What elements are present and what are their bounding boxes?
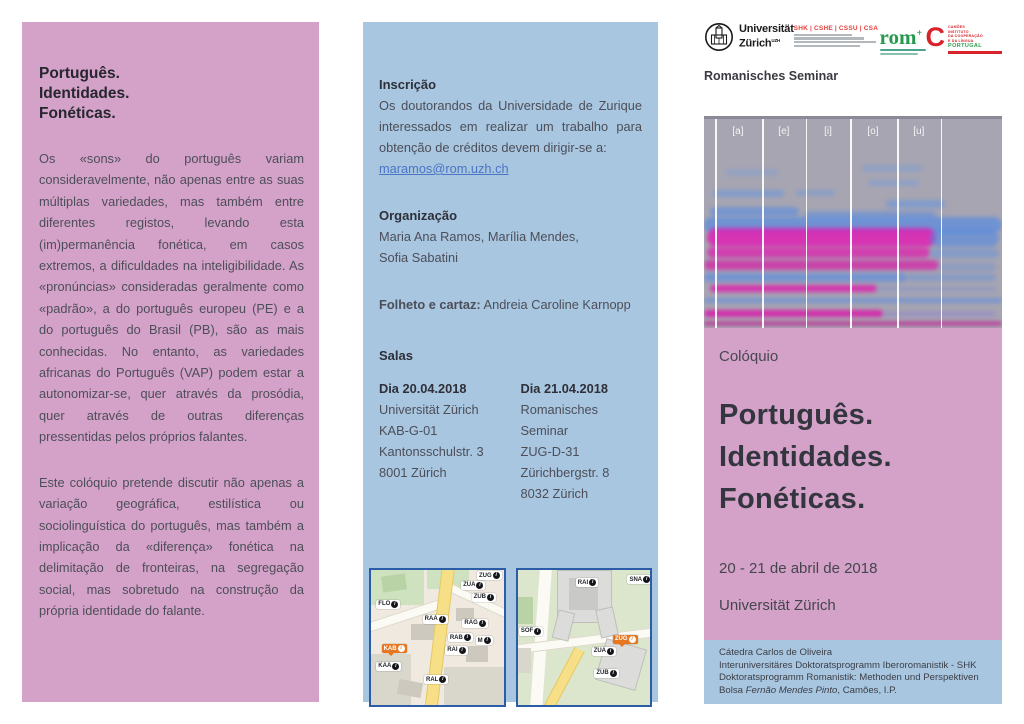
uzh-sup: UZH — [771, 38, 781, 44]
map-shape — [466, 646, 487, 662]
shk-logo-subline — [794, 34, 852, 36]
page-title-line1: Português. — [39, 65, 120, 82]
spectrogram-streak — [725, 169, 779, 176]
event-university: Universität Zürich — [719, 597, 836, 615]
map-marker-kaa: KAA i — [376, 662, 401, 671]
page-title — [39, 64, 304, 124]
uzh-seal-icon — [704, 22, 734, 52]
sala-column-day2 — [521, 378, 643, 504]
shk-logo-subline — [794, 37, 864, 39]
spectrogram-divider — [762, 119, 764, 328]
sala-line: Romanisches Seminar — [520, 402, 599, 438]
footer-line: Doktoratsprogramm Romanistik: Methoden und Perspektiven — [719, 672, 979, 684]
spectrogram-streak — [704, 298, 1002, 303]
bolsa-name: Fernão Mendes Pinto — [745, 684, 838, 696]
map-marker-flo: FLO i — [376, 600, 400, 609]
sala-line: Universität Zürich — [379, 402, 479, 417]
rom-logo-subline — [880, 53, 918, 55]
map-marker-rag: RAG i — [462, 619, 487, 628]
event-title-line1: Português. — [719, 399, 874, 432]
shk-logo-subline — [794, 41, 876, 43]
folheto-line — [379, 294, 642, 315]
footer-credits — [704, 640, 1002, 704]
map-marker-zug: ZUG i — [613, 635, 638, 644]
inscricao-text: Os doutorandos da Universidade de Zurique interessados em realizar um trabalho para obtenção de créditos devem dirigir-se a: — [379, 98, 642, 155]
map-marker-kab: KAB i — [382, 644, 407, 653]
map-marker-sna: SNA i — [627, 575, 652, 584]
uzh-line2: Zürich$^{UZH}$ — [739, 37, 781, 50]
camoes-line: CAMÕES — [948, 25, 965, 29]
map-marker-zug: ZUG i — [477, 571, 502, 580]
info-dot-icon: i — [398, 645, 405, 652]
map-marker-zua: ZUA i — [592, 647, 616, 656]
map-marker-rab: RAB i — [448, 633, 473, 642]
spectrogram-divider — [715, 119, 717, 328]
seminar-name: Romanisches Seminar — [704, 68, 839, 83]
info-dot-icon: i — [479, 620, 486, 627]
organizers-line1: Maria Ana Ramos, Marília Mendes, — [379, 229, 579, 244]
spectrogram-divider — [897, 119, 899, 328]
section-heading-organizacao: Organização — [379, 208, 458, 223]
info-dot-icon: i — [391, 601, 398, 608]
spectrogram-streak — [877, 286, 996, 291]
vowel-label: [u] — [913, 125, 925, 137]
spectrogram-streak — [704, 260, 939, 269]
spectrogram-divider — [850, 119, 852, 328]
panel-middle — [363, 22, 658, 702]
sala-day1: Dia 20.04.2018 — [379, 381, 467, 396]
folheto-value: Andreia Caroline Karnopp — [480, 297, 631, 312]
info-dot-icon: i — [534, 628, 541, 635]
uzh-line1: Universität — [739, 22, 794, 35]
spectrogram-streak — [886, 200, 946, 207]
spectrogram-streak — [710, 207, 799, 216]
intro-paragraph: Os «sons» do português variam consideravelmente, não apenas entre as suas múltiplas variedades, mas também entre diferentes registos, levando esta (im)permanência fonética, em casos extremos, a dificuldades na inteligibilidade. As «pronúncias» consideradas geralmente como «padrão», a do português europeu (PE) e a do português do Brasil (PB), são as mais conhecidas. No entanto, as variedades africanas do Português (VAP) podem estar a autonomizar-se, quer através da prosódia, quer através de outras diferenças pressentidas pelos próprios falantes. — [39, 151, 304, 445]
uzh-logo — [704, 22, 794, 52]
spectrogram-streak — [796, 190, 835, 196]
spectrogram-divider — [941, 119, 943, 328]
coloquio-label: Colóquio — [719, 348, 779, 366]
map-marker-zub: ZUB i — [594, 669, 618, 678]
camoes-logo-text — [948, 25, 1002, 54]
map-building — [551, 609, 574, 641]
info-dot-icon: i — [493, 572, 500, 579]
footer-line-bolsa: Bolsa Fernão Mendes Pinto, Camões, I.P. — [719, 684, 897, 696]
section-heading-salas: Salas — [379, 348, 413, 363]
uzh-logo-text — [739, 24, 794, 51]
map-shape — [411, 624, 435, 640]
info-dot-icon: i — [487, 594, 494, 601]
info-dot-icon: i — [589, 579, 596, 586]
sala-line: KAB-G-01 — [379, 423, 438, 438]
shk-logo-subline — [794, 45, 860, 47]
maps-row — [369, 568, 652, 707]
sala-column-day1 — [379, 378, 501, 504]
map-marker-rai: RAI i — [576, 578, 598, 587]
coloquio-paragraph: Este colóquio pretende discutir não apenas a variação geográfica, estilística ou sociolinguística do português, mas também a implicação da «diferença» fonética na delimitação de fronteiras, na segregação social, mas sobretudo na construção da própria identidade do falante. — [39, 474, 304, 619]
info-dot-icon: i — [476, 582, 483, 589]
camoes-line: E DA LÍNGUA — [948, 38, 974, 43]
map-shape — [444, 667, 504, 705]
shk-logo-title: SHK | CSHE | CSSU | CSA — [793, 25, 879, 32]
page-title-line2: Identidades. — [39, 85, 130, 102]
panel-right — [704, 20, 1002, 704]
vowel-label: [o] — [867, 125, 879, 137]
rom-logo-plus: + — [916, 28, 923, 39]
spectrogram-streak — [939, 263, 996, 270]
sala-line: Zürichbergstr. 8 — [520, 465, 610, 480]
info-dot-icon: i — [484, 637, 491, 644]
sala-line: ZUG-D-31 — [520, 444, 580, 459]
sala-line: 8001 Zürich — [379, 465, 447, 480]
map-shape — [518, 648, 531, 672]
panel-left — [22, 22, 319, 702]
info-dot-icon: i — [459, 647, 466, 654]
spectrogram-streak — [862, 165, 922, 172]
section-heading-inscricao: Inscrição — [379, 77, 437, 92]
info-dot-icon: i — [439, 616, 446, 623]
shk-logo — [794, 22, 880, 47]
info-dot-icon: i — [607, 648, 614, 655]
organizers-line2: Sofia Sabatini — [379, 250, 458, 265]
vowel-label: [i] — [824, 125, 832, 137]
footer-line: Cátedra Carlos de Oliveira — [719, 647, 833, 659]
event-block — [704, 328, 1002, 640]
vowel-label: [e] — [778, 125, 790, 137]
spectrogram-streak — [710, 285, 877, 291]
map-road — [530, 568, 552, 707]
footer-line: Interuniversitäres Doktoratsprogramm Iberoromanistik - SHK — [719, 659, 977, 671]
salas-grid — [379, 378, 642, 504]
spectrogram-streak — [707, 228, 936, 247]
spectrogram-streak — [704, 310, 883, 316]
info-dot-icon: i — [610, 670, 617, 677]
camoes-logo — [926, 22, 1003, 54]
map-marker-ral: RAL i — [424, 675, 448, 684]
spectrogram-streak — [907, 274, 996, 281]
page-title-line3: Fonéticas. — [39, 105, 116, 122]
map-marker-sof: SOF i — [519, 627, 543, 636]
camoes-ministry-bar — [948, 51, 1002, 54]
sala-line: 8032 Zürich — [520, 486, 589, 501]
spectrogram-image — [704, 116, 1002, 328]
map-shape — [518, 597, 534, 624]
email-link[interactable]: maramos@rom.uzh.ch — [379, 161, 509, 176]
map-marker-rai: RAI i — [445, 646, 467, 655]
logo-row — [704, 20, 1002, 64]
camoes-country: PORTUGAL — [948, 43, 983, 50]
camoes-line: DA COOPERAÇÃO — [948, 34, 983, 39]
rom-logo — [880, 22, 926, 55]
spectrogram-streak — [704, 322, 1002, 325]
folheto-label: Folheto e cartaz: — [379, 297, 481, 312]
info-dot-icon: i — [439, 676, 446, 683]
campus-map-zug — [516, 568, 653, 707]
info-dot-icon: i — [392, 663, 399, 670]
spectrogram-streak — [883, 311, 996, 316]
sala-line: Kantonsschulstr. 3 — [379, 444, 484, 459]
info-dot-icon: i — [643, 576, 650, 583]
spectrogram-divider — [806, 119, 808, 328]
sala-day2: Dia 21.04.2018 — [520, 381, 609, 396]
info-dot-icon: i — [464, 634, 471, 641]
map-marker-zub: ZUB i — [472, 593, 496, 602]
map-marker-raa: RAA i — [423, 615, 448, 624]
map-marker-m: M i — [476, 636, 493, 645]
event-title-line3: Fonéticas. — [719, 483, 866, 516]
spectrogram-streak — [868, 180, 919, 186]
vowel-label: [a] — [732, 125, 744, 137]
event-title — [719, 394, 988, 520]
info-dot-icon: i — [629, 636, 636, 643]
rom-logo-subline — [880, 49, 926, 51]
camoes-c-icon: C — [925, 22, 945, 52]
camoes-line: INSTITUTO — [948, 29, 969, 34]
event-date: 20 - 21 de abril de 2018 — [719, 560, 878, 578]
map-marker-zua: ZUA i — [461, 581, 485, 590]
rom-logo-text: rom — [879, 25, 917, 49]
spectrogram-streak — [713, 190, 785, 197]
campus-map-kab — [369, 568, 506, 707]
event-title-line2: Identidades. — [719, 441, 892, 474]
